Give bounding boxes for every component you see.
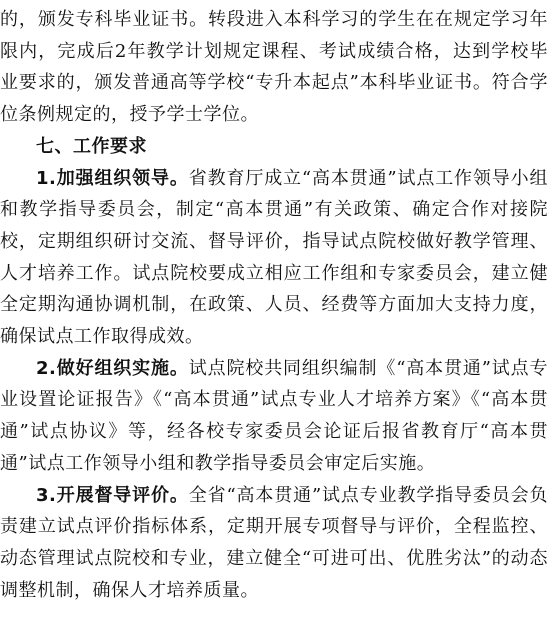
intro-paragraph: 的，颁发专科毕业证书。转段进入本科学习的学生在在规定学习年限内，完成后2年教学计划规定课程、考试成绩合格，达到学校毕业要求的，颁发普通高等学校“专升本起点”本科毕业证书。符合学位条例规定的，授予学士学位。 [0, 9, 548, 126]
item-body-3: 全省“高本贯通”试点专业教学指导委员会负责建立试点评价指标体系，定期开展专项督导与评价，全程监控、动态管理试点院校和专业，建立健全“可进可出、优胜劣汰”的动态调整机制，确保人才培养质量。 [0, 484, 548, 601]
item-paragraph-3 [0, 480, 548, 607]
item-paragraph-1 [0, 163, 548, 353]
item-body-1: 省教育厅成立“高本贯通”试点工作领导小组和教学指导委员会，制定“高本贯通”有关政策、确定合作对接院校，定期组织研讨交流、督导评价，指导试点院校做好教学管理、人才培养工作。试点院校要成立相应工作组和专家委员会，建立健全定期沟通协调机制，在政策、人员、经费等方面加大支持力度，确保试点工作取得成效。 [0, 167, 548, 348]
item-body-2: 试点院校共同组织编制《“高本贯通”试点专业设置论证报告》《“高本贯通”试点专业人才培养方案》《“高本贯通”试点协议》等，经各校专家委员会论证后报省教育厅“高本贯通”试点工作领导小组和教学指导委员会审定后实施。 [0, 357, 548, 474]
item-heading-3: 3.开展督导评价。 [36, 484, 189, 506]
item-paragraph-2 [0, 353, 548, 480]
section-title: 七、工作要求 [36, 135, 147, 157]
item-heading-1: 1.加强组织领导。 [36, 167, 189, 189]
item-heading-2: 2.做好组织实施。 [36, 357, 189, 379]
